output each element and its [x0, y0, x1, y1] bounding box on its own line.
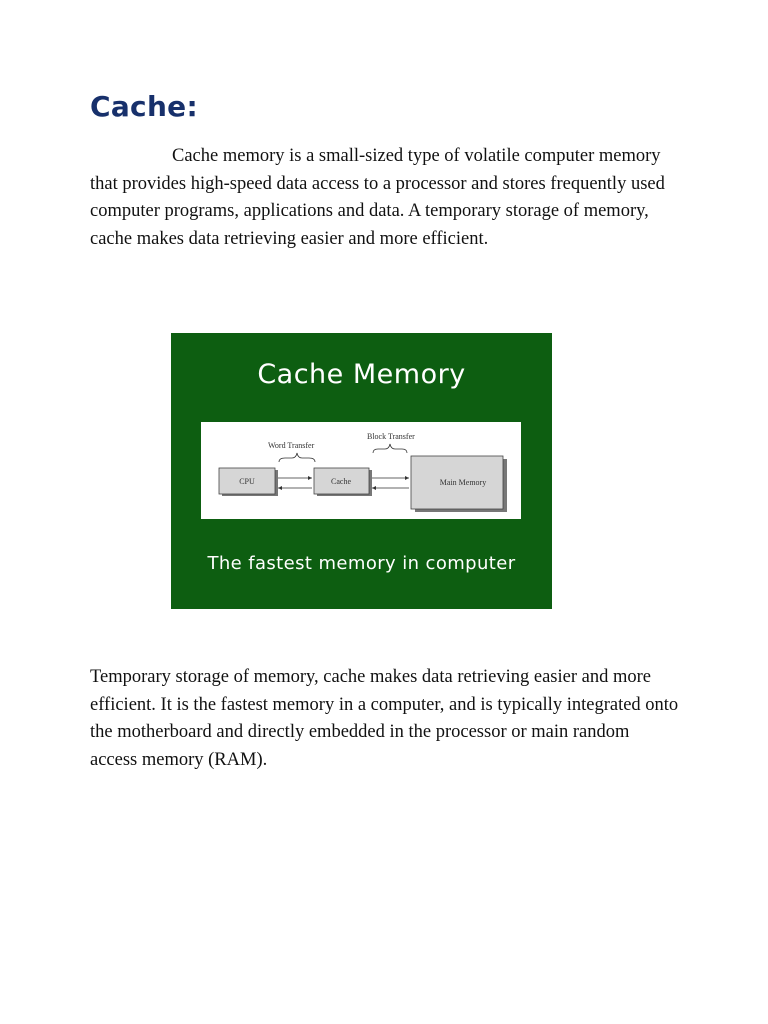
memory-to-cache-arrowhead	[372, 486, 376, 490]
word-transfer-label: Word Transfer	[268, 441, 315, 450]
section-heading: Cache:	[90, 90, 198, 123]
cache-to-cpu-arrowhead	[278, 486, 282, 490]
block-transfer-brace	[373, 444, 407, 453]
cpu-label: CPU	[239, 477, 255, 486]
intro-paragraph: Cache memory is a small-sized type of volatile computer memory that provides high-speed data access to a processor and stores frequently used computer programs, applications and data. A temporary storage of memory, cache makes data retrieving easier and more efficient.	[90, 146, 665, 249]
main-memory-label: Main Memory	[439, 478, 487, 487]
cache-diagram	[201, 422, 521, 519]
cache-diagram-svg	[201, 422, 521, 519]
detail-paragraph: Temporary storage of memory, cache makes data retrieving easier and more efficient. It is the fastest memory in a computer, and is typically integrated onto the motherboard and directly embedded in the processor or main random access memory (RAM).	[90, 667, 679, 770]
word-transfer-brace	[279, 453, 315, 462]
figure-title: Cache Memory	[257, 359, 466, 390]
block-transfer-label: Block Transfer	[367, 432, 415, 441]
cpu-to-cache-arrowhead	[308, 476, 312, 480]
cache-memory-figure	[171, 333, 552, 609]
figure-caption: The fastest memory in computer	[207, 553, 516, 574]
cache-to-memory-arrowhead	[405, 476, 409, 480]
cache-label: Cache	[331, 477, 351, 486]
